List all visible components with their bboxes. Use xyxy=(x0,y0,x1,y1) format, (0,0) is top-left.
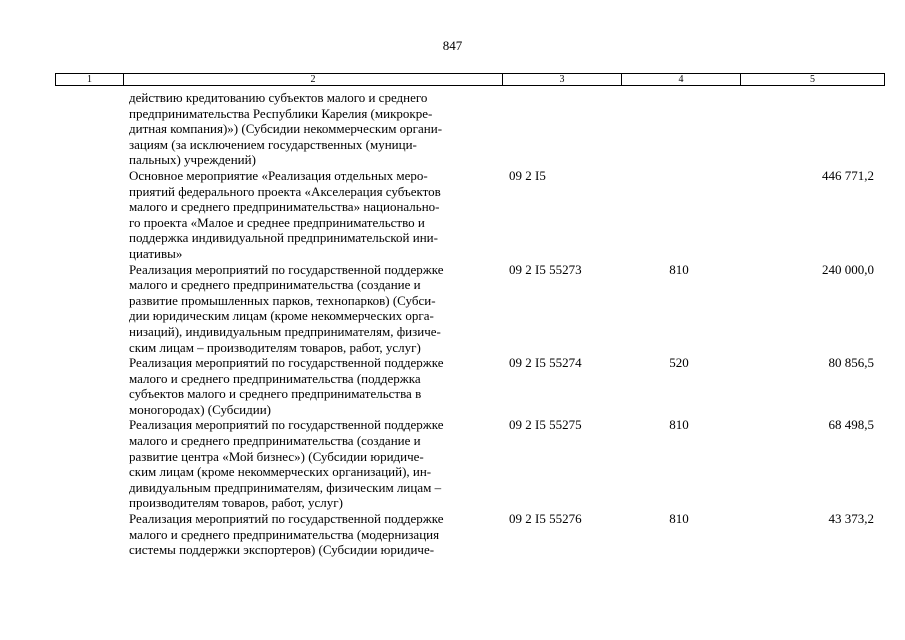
row-code: 09 2 I5 xyxy=(509,167,546,183)
column-header-row xyxy=(55,73,885,86)
page-number: 847 xyxy=(442,38,463,53)
row-expense-type: 520 xyxy=(669,355,689,371)
column-header-5: 5 xyxy=(741,74,885,86)
row-amount: 240 000,0 xyxy=(822,261,874,277)
row-code: 09 2 I5 55274 xyxy=(509,355,582,371)
column-header-2: 2 xyxy=(124,74,503,86)
column-header-1: 1 xyxy=(56,74,124,86)
table-row xyxy=(0,262,905,356)
table-row xyxy=(0,90,905,168)
row-description: Реализация мероприятий по государственной поддержке малого и среднего предпринимательства (создание и развитие промышленных парков, технопарков) (Субси- дии юридическим лицам (кроме некоммерческих орга- низаций), индивидуальным предпринимателям, физиче- ским лицам – производителям товаров, работ, услуг) xyxy=(129,261,444,355)
row-code: 09 2 I5 55275 xyxy=(509,417,582,433)
row-description: Реализация мероприятий по государственной поддержке малого и среднего предпринимательства (создание и развитие центра «Мой бизнес») (Субсидии юридиче- ским лицам (кроме некоммерческих организаций), ин- дивидуальным предпринимателям, физическим лицам – производителям товаров, работ, услуг) xyxy=(129,417,444,511)
row-amount: 446 771,2 xyxy=(822,167,874,183)
column-header-3: 3 xyxy=(503,74,622,86)
row-description: Реализация мероприятий по государственной поддержке малого и среднего предпринимательства (модернизация системы поддержки экспортеров) (Субсидии юридиче- xyxy=(129,511,444,558)
table-row xyxy=(0,511,905,558)
table-row xyxy=(0,168,905,262)
row-description: Реализация мероприятий по государственной поддержке малого и среднего предпринимательства (поддержка субъектов малого и среднего предпринимательства в моногородах) (Субсидии) xyxy=(129,355,444,417)
table-row xyxy=(0,355,905,417)
row-code: 09 2 I5 55273 xyxy=(509,261,582,277)
table-row xyxy=(0,417,905,511)
row-amount: 80 856,5 xyxy=(828,355,874,371)
column-header-4: 4 xyxy=(622,74,741,86)
budget-table-body xyxy=(0,90,905,558)
row-amount: 43 373,2 xyxy=(828,511,874,527)
row-description: действию кредитованию субъектов малого и среднего предпринимательства Республики Карелия (микрокре- дитная компания)») (Субсидии некоммерческим органи- зациям (за исключением государственных (муници- пальных) учреждений) xyxy=(129,90,443,168)
row-expense-type: 810 xyxy=(669,417,689,433)
row-description: Основное мероприятие «Реализация отдельных меро- приятий федерального проекта «Акселерация субъектов малого и среднего предпринимательства» национально- го проекта «Малое и среднее предпринимательство и поддержка индивидуальной предпринимательской ини- циативы» xyxy=(129,167,441,261)
row-expense-type: 810 xyxy=(669,261,689,277)
row-expense-type: 810 xyxy=(669,511,689,527)
row-amount: 68 498,5 xyxy=(828,417,874,433)
row-code: 09 2 I5 55276 xyxy=(509,511,582,527)
